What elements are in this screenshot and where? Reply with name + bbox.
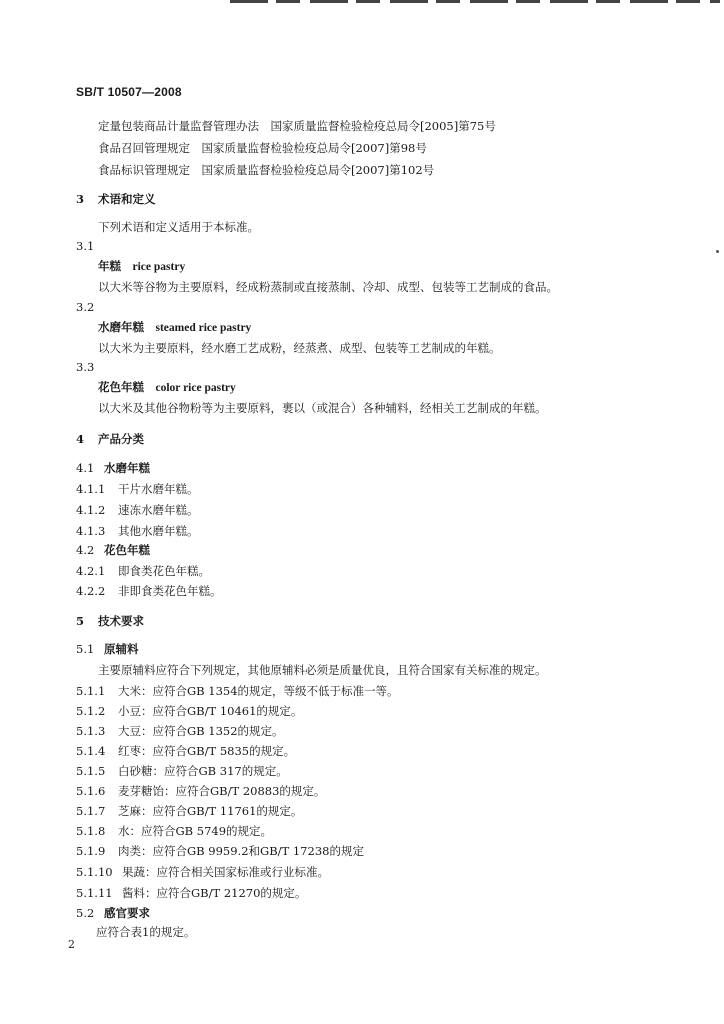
reference-line: 食品召回管理规定 国家质量监督检验检疫总局令[2007]第98号 [98, 141, 427, 155]
clause-number: 4.1.3 [76, 524, 106, 538]
clause-number: 5.1.8 [76, 824, 106, 838]
section-intro: 下列术语和定义适用于本标准。 [98, 220, 259, 234]
page-number: 2 [68, 938, 75, 951]
section-title: 产品分类 [98, 432, 144, 446]
clause-text: 水：应符合GB 5749的规定。 [118, 824, 273, 838]
term-english: steamed rice pastry [155, 322, 252, 334]
clause-title: 感官要求 [104, 906, 150, 920]
reference-line: 食品标识管理规定 国家质量监督检验检疫总局令[2007]第102号 [98, 163, 435, 177]
clause-text: 酱料：应符合GB/T 21270的规定。 [122, 886, 307, 900]
section-number: 3 [76, 192, 85, 206]
clause-text: 即食类花色年糕。 [118, 564, 210, 578]
clause-text: 大豆：应符合GB 1352的规定。 [118, 724, 284, 738]
clause-number: 5.1.6 [76, 784, 106, 798]
clause-number: 5.2 [76, 906, 95, 920]
clause-text: 花色年糕 [104, 543, 150, 557]
clause-number: 5.1.9 [76, 844, 106, 858]
clause-number: 5.1.7 [76, 804, 106, 818]
section-title: 术语和定义 [98, 192, 156, 206]
clause-number: 4.1.1 [76, 482, 106, 496]
clause-number: 5.1 [76, 642, 95, 656]
clause-text: 白砂糖：应符合GB 317的规定。 [118, 764, 288, 778]
scan-top-border [230, 0, 720, 3]
term-name: 花色年糕 color rice pastry [98, 380, 236, 394]
term-english: rice pastry [132, 261, 186, 273]
clause-text: 小豆：应符合GB/T 10461的规定。 [118, 704, 303, 718]
reference-line: 定量包装商品计量监督管理办法 国家质量监督检验检疫总局令[2005]第75号 [98, 119, 496, 133]
clause-text: 水磨年糕 [104, 461, 150, 475]
clause-text: 速冻水磨年糕。 [118, 503, 199, 517]
clause-text: 应符合表1的规定。 [96, 925, 196, 939]
term-definition: 以大米等谷物为主要原料，经成粉蒸制或直接蒸制、冷却、成型、包装等工艺制成的食品。 [98, 280, 558, 294]
clause-text: 其他水磨年糕。 [118, 524, 199, 538]
term-name: 水磨年糕 steamed rice pastry [98, 320, 252, 334]
clause-title: 原辅料 [104, 642, 139, 656]
clause-number: 4.1.2 [76, 503, 106, 517]
clause-number: 5.1.5 [76, 764, 106, 778]
clause-text: 红枣：应符合GB/T 5835的规定。 [118, 744, 296, 758]
clause-number: 4.2.2 [76, 584, 106, 598]
clause-number: 5.1.11 [76, 886, 113, 900]
term-number: 3.2 [76, 300, 95, 314]
standard-id: SB/T 10507—2008 [76, 85, 182, 99]
term-number: 3.3 [76, 360, 95, 374]
clause-number: 5.1.4 [76, 744, 106, 758]
term-definition: 以大米及其他谷物粉等为主要原料，裹以（或混合）各种辅料，经相关工艺制成的年糕。 [98, 401, 547, 415]
section-number: 4 [76, 432, 85, 446]
clause-number: 5.1.2 [76, 704, 106, 718]
section-number: 5 [76, 614, 85, 628]
clause-text: 肉类：应符合GB 9959.2和GB/T 17238的规定 [118, 844, 364, 858]
term-name: 年糕 rice pastry [98, 259, 186, 273]
term-number: 3.1 [76, 239, 95, 253]
term-definition: 以大米为主要原料，经水磨工艺成粉，经蒸煮、成型、包装等工艺制成的年糕。 [98, 341, 501, 355]
clause-text: 非即食类花色年糕。 [118, 584, 222, 598]
clause-text: 大米：应符合GB 1354的规定，等级不低于标准一等。 [118, 684, 399, 698]
clause-number: 4.2.1 [76, 564, 106, 578]
clause-number: 5.1.1 [76, 684, 106, 698]
clause-number: 5.1.10 [76, 865, 113, 879]
clause-number: 4.1 [76, 461, 95, 475]
clause-text: 果蔬：应符合相关国家标准或行业标准。 [122, 865, 329, 879]
term-english: color rice pastry [155, 382, 236, 394]
clause-number: 5.1.3 [76, 724, 106, 738]
clause-text: 芝麻：应符合GB/T 11761的规定。 [118, 804, 303, 818]
scan-artifact-dot [716, 250, 719, 253]
clause-text: 麦芽糖饴：应符合GB/T 20883的规定。 [118, 784, 326, 798]
clause-number: 4.2 [76, 543, 95, 557]
section-title: 技术要求 [98, 614, 144, 628]
clause-text: 干片水磨年糕。 [118, 482, 199, 496]
clause-intro: 主要原辅料应符合下列规定，其他原辅料必须是质量优良，且符合国家有关标准的规定。 [98, 663, 547, 677]
